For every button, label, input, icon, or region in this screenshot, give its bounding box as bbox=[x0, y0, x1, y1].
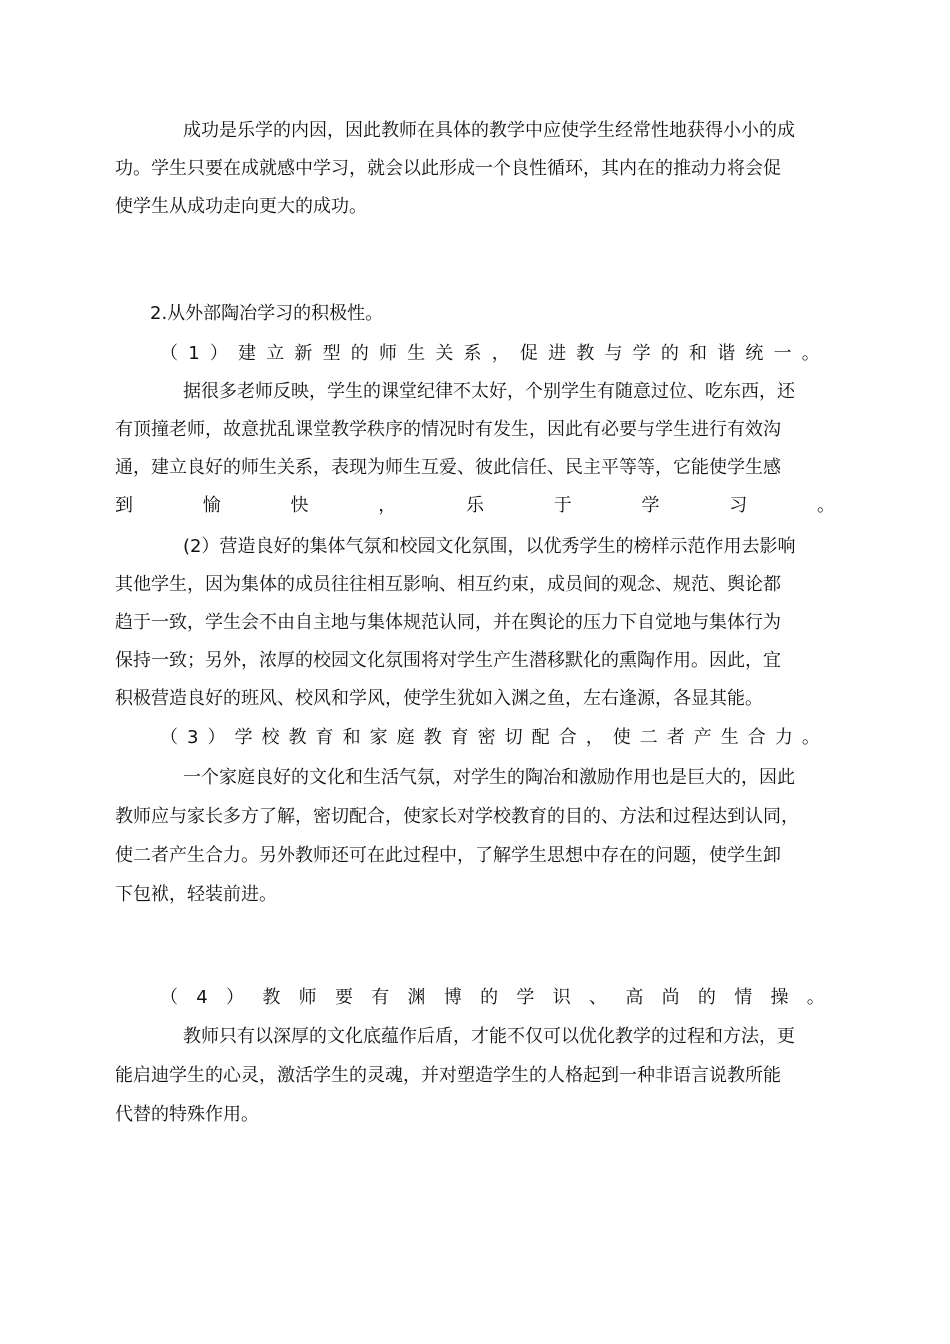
p2l4-char: ， bbox=[378, 495, 397, 516]
paragraph-3-line-1: (2）营造良好的集体气氛和校园文化氛围，以优秀学生的榜样示范作用去影响 bbox=[183, 536, 796, 557]
paragraph-2-line-3: 通，建立良好的师生关系，表现为师生互爱、彼此信任、民主平等等，它能使学生感 bbox=[115, 457, 781, 478]
h3-char: 育 bbox=[450, 727, 469, 748]
paragraph-1-line-3: 使学生从成功走向更大的成功。 bbox=[115, 196, 367, 217]
p2l4-char: 到 bbox=[115, 495, 133, 516]
paragraph-4-line-1: 一个家庭良好的文化和生活气氛，对学生的陶冶和激励作用也是巨大的，因此 bbox=[183, 767, 795, 788]
paragraph-4-line-2: 教师应与家长多方了解，密切配合，使家长对学校教育的目的、方法和过程达到认同， bbox=[115, 806, 799, 827]
h3-char: 产 bbox=[693, 727, 712, 748]
h4-char: 渊 bbox=[407, 987, 426, 1008]
h3-char: 切 bbox=[504, 727, 523, 748]
p2l4-char: 快 bbox=[290, 495, 309, 516]
h4-char: 情 bbox=[734, 987, 753, 1008]
h3-char: ， bbox=[585, 727, 604, 748]
h1-char: 教 bbox=[576, 343, 595, 364]
paragraph-2-line-1: 据很多老师反映，学生的课堂纪律不太好，个别学生有随意过位、吃东西，还 bbox=[183, 381, 795, 402]
h1-char: 一 bbox=[773, 343, 792, 364]
h3-char: ） bbox=[207, 727, 226, 748]
h3-char: 教 bbox=[423, 727, 442, 748]
h3-char: 学 bbox=[234, 727, 253, 748]
h4-char: 的 bbox=[480, 987, 499, 1008]
paragraph-3-line-4: 保持一致；另外，浓厚的校园文化氛围将对学生产生潜移默化的熏陶作用。因此，宜 bbox=[115, 650, 781, 671]
h1-char: 进 bbox=[548, 343, 567, 364]
h1-char: 师 bbox=[378, 343, 397, 364]
h4-char: ） bbox=[226, 987, 245, 1008]
h4-char: 识 bbox=[552, 987, 571, 1008]
h1-char: 1 bbox=[188, 343, 200, 364]
h4-char: 高 bbox=[625, 987, 644, 1008]
subheading-1 bbox=[160, 342, 820, 366]
h3-char: 和 bbox=[342, 727, 361, 748]
p2l4-char: 习 bbox=[729, 495, 748, 516]
h3-char: 者 bbox=[666, 727, 685, 748]
h1-char: 立 bbox=[266, 343, 285, 364]
h3-char: 密 bbox=[477, 727, 496, 748]
h3-char: 合 bbox=[558, 727, 577, 748]
h4-char: 操 bbox=[770, 987, 789, 1008]
p2l4-char: 。 bbox=[817, 495, 835, 516]
h1-char: 的 bbox=[660, 343, 679, 364]
h4-char: 4 bbox=[196, 987, 208, 1008]
h3-char: 3 bbox=[187, 727, 199, 748]
h3-char: 配 bbox=[531, 727, 550, 748]
h3-char: 。 bbox=[801, 727, 820, 748]
h4-char: 有 bbox=[371, 987, 390, 1008]
h1-char: 的 bbox=[350, 343, 369, 364]
paragraph-1-line-1: 成功是乐学的内因，因此教师在具体的教学中应使学生经常性地获得小小的成 bbox=[183, 120, 795, 141]
paragraph-5-line-3: 代替的特殊作用。 bbox=[115, 1104, 259, 1125]
h3-char: 校 bbox=[261, 727, 280, 748]
section-2-title: 2.从外部陶冶学习的积极性。 bbox=[150, 303, 384, 324]
paragraph-5-line-1: 教师只有以深厚的文化底蕴作后盾，才能不仅可以优化教学的过程和方法，更 bbox=[183, 1026, 795, 1047]
h1-char: 关 bbox=[435, 343, 454, 364]
paragraph-3-line-2: 其他学生，因为集体的成员往往相互影响、相互约束，成员间的观念、规范、舆论都 bbox=[115, 574, 781, 595]
p2l4-char: 学 bbox=[641, 495, 660, 516]
h1-char: 建 bbox=[238, 343, 257, 364]
h1-char: 统 bbox=[745, 343, 764, 364]
h4-char: 尚 bbox=[661, 987, 680, 1008]
h1-char: 。 bbox=[801, 343, 820, 364]
h1-char: 型 bbox=[322, 343, 341, 364]
h4-char: （ bbox=[160, 987, 178, 1008]
h1-char: 学 bbox=[632, 343, 651, 364]
paragraph-2-line-4 bbox=[115, 494, 835, 518]
h3-char: 使 bbox=[612, 727, 631, 748]
h3-char: 育 bbox=[315, 727, 334, 748]
paragraph-5-line-2: 能启迪学生的心灵，激活学生的灵魂，并对塑造学生的人格起到一种非语言说教所能 bbox=[115, 1065, 781, 1086]
h4-char: 学 bbox=[516, 987, 535, 1008]
h1-char: 促 bbox=[519, 343, 538, 364]
h4-char: 、 bbox=[589, 987, 608, 1008]
h3-char: （ bbox=[160, 727, 178, 748]
h4-char: 。 bbox=[806, 987, 825, 1008]
h3-char: 家 bbox=[369, 727, 388, 748]
h4-char: 教 bbox=[262, 987, 281, 1008]
h3-char: 教 bbox=[288, 727, 307, 748]
paragraph-4-line-3: 使二者产生合力。另外教师还可在此过程中，了解学生思想中存在的问题，使学生卸 bbox=[115, 845, 781, 866]
h1-char: 谐 bbox=[717, 343, 736, 364]
p2l4-char: 愉 bbox=[202, 495, 221, 516]
h3-char: 合 bbox=[747, 727, 766, 748]
paragraph-4-line-4: 下包袱，轻装前进。 bbox=[115, 884, 277, 905]
p2l4-char: 于 bbox=[553, 495, 572, 516]
h1-char: ） bbox=[209, 343, 228, 364]
h3-char: 二 bbox=[639, 727, 658, 748]
h3-char: 庭 bbox=[396, 727, 415, 748]
h1-char: ， bbox=[491, 343, 510, 364]
h4-char: 师 bbox=[298, 987, 317, 1008]
paragraph-3-line-3: 趋于一致，学生会不由自主地与集体规范认同，并在舆论的压力下自觉地与集体行为 bbox=[115, 612, 781, 633]
h1-char: （ bbox=[160, 343, 178, 364]
subheading-4 bbox=[160, 986, 825, 1010]
paragraph-2-line-2: 有顶撞老师，故意扰乱课堂教学秩序的情况时有发生，因此有必要与学生进行有效沟 bbox=[115, 419, 781, 440]
p2l4-char: 乐 bbox=[466, 495, 484, 516]
h4-char: 博 bbox=[443, 987, 462, 1008]
paragraph-3-line-5: 积极营造良好的班风、校风和学风，使学生犹如入渊之鱼，左右逢源，各显其能。 bbox=[115, 688, 763, 709]
h4-char: 的 bbox=[697, 987, 716, 1008]
h1-char: 系 bbox=[463, 343, 482, 364]
h3-char: 力 bbox=[774, 727, 793, 748]
paragraph-1-line-2: 功。学生只要在成就感中学习，就会以此形成一个良性循环，其内在的推动力将会促 bbox=[115, 158, 781, 179]
h3-char: 生 bbox=[720, 727, 739, 748]
h1-char: 新 bbox=[294, 343, 313, 364]
h1-char: 和 bbox=[689, 343, 708, 364]
subheading-3 bbox=[160, 726, 820, 750]
h1-char: 生 bbox=[407, 343, 426, 364]
h1-char: 与 bbox=[604, 343, 623, 364]
h4-char: 要 bbox=[334, 987, 353, 1008]
